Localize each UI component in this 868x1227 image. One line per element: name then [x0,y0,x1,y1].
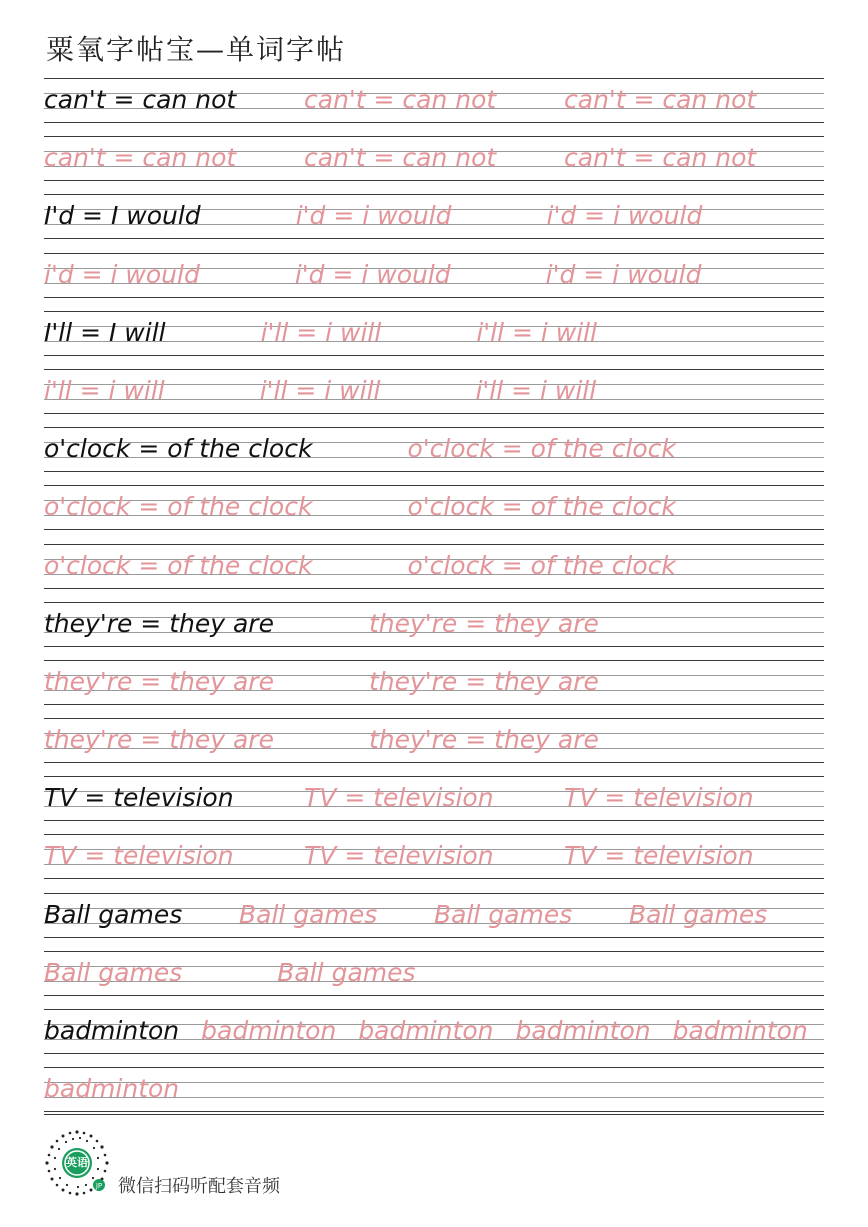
trace-word: i'll = i will [44,375,165,405]
trace-word: i'd = i would [546,201,703,231]
qr-caption: 微信扫码听配套音频 [118,1176,280,1197]
guide-line [44,660,824,661]
trace-word: they're = they are [368,725,599,755]
guide-line [44,820,824,821]
trace-word: o'clock = of the clock [407,434,676,464]
trace-word: can't = can not [564,143,757,173]
trace-word: i'll = i will [260,317,382,347]
practice-row [44,718,824,776]
guide-line [44,646,824,647]
trace-word: can't = can not [44,143,237,173]
practice-row [44,834,824,892]
guide-line [44,1067,824,1068]
trace-word: i'd = i would [44,259,200,289]
guide-line [44,78,824,79]
guide-line [44,951,824,952]
guide-line [44,427,824,428]
practice-row [44,78,824,136]
practice-row [44,776,824,834]
trace-word: Ball games [629,899,768,929]
trace-word: TV = television [564,783,754,813]
practice-row [44,136,824,194]
writing-rows [44,78,824,1125]
trace-word: i'll = i will [259,375,381,405]
model-word: Ball games [44,899,183,929]
practice-row [44,194,824,252]
guide-line [44,238,824,239]
guide-line [44,776,824,777]
guide-line [44,893,824,894]
guide-line [44,122,824,123]
practice-row [44,602,824,660]
trace-word: badminton [44,1074,180,1104]
guide-line [44,602,824,603]
guide-line [44,1009,824,1010]
model-word: I'd = I would [44,201,201,231]
practice-row [44,311,824,369]
practice-row [44,369,824,427]
guide-line [44,180,824,181]
trace-word: TV = television [564,841,754,871]
guide-line [44,937,824,938]
guide-line [44,834,824,835]
trace-word: o'clock = of the clock [407,492,676,522]
practice-row [44,544,824,602]
trace-word: i'd = i would [545,259,702,289]
trace-word: o'clock = of the clock [44,550,313,580]
practice-row [44,485,824,543]
trace-word: Ball games [434,899,573,929]
guide-line [44,762,824,763]
guide-line [44,718,824,719]
trace-word: i'd = i would [294,259,451,289]
guide-line [44,529,824,530]
trace-word: TV = television [304,841,494,871]
guide-line [44,413,824,414]
trace-word: badminton [201,1016,337,1045]
guide-line [44,878,824,879]
practice-row [44,253,824,311]
guide-line [44,355,824,356]
bottom-rule [44,1114,824,1115]
trace-word: Ball games [277,957,416,987]
guide-line [44,544,824,545]
model-word: badminton [44,1016,180,1045]
trace-word: they're = they are [44,725,274,755]
guide-line [44,136,824,137]
guide-line [44,1053,824,1054]
trace-word: i'll = i will [475,375,597,405]
svg-text:JP: JP [95,1182,103,1190]
practice-row [44,660,824,718]
guide-line [44,471,824,472]
trace-word: i'd = i would [295,201,452,231]
model-word: TV = television [44,783,234,813]
practice-row [44,893,824,951]
guide-line [44,1111,824,1112]
practice-row [44,1009,824,1067]
trace-word: they're = they are [368,666,599,696]
model-word: they're = they are [44,608,274,638]
trace-word: Ball games [239,899,378,929]
trace-word: TV = television [44,841,234,871]
trace-word: can't = can not [304,143,497,173]
trace-word: TV = television [304,783,494,813]
practice-row [44,951,824,1009]
practice-row [44,1067,824,1125]
guide-line [44,704,824,705]
qr-badge-label: 英语 [66,1156,88,1169]
guide-line [44,995,824,996]
trace-word: badminton [672,1016,808,1045]
trace-word: o'clock = of the clock [44,492,313,522]
trace-word: can't = can not [304,85,497,114]
guide-line [44,194,824,195]
page-title: 粟氧字帖宝—单词字帖 [46,33,347,66]
guide-line [44,253,824,254]
trace-word: they're = they are [44,666,274,696]
trace-word: o'clock = of the clock [407,550,676,580]
trace-word: can't = can not [564,85,757,114]
guide-line [44,588,824,589]
guide-line [44,311,824,312]
guide-line [44,369,824,370]
trace-word: they're = they are [368,608,599,638]
practice-row [44,427,824,485]
model-word: can't = can not [44,85,237,114]
trace-word: badminton [358,1016,494,1045]
guide-line [44,485,824,486]
model-word: o'clock = of the clock [44,434,313,464]
trace-word: i'll = i will [476,317,598,347]
guide-line [44,297,824,298]
trace-word: Ball games [44,957,183,987]
trace-word: badminton [515,1016,651,1045]
model-word: I'll = I will [44,317,166,347]
